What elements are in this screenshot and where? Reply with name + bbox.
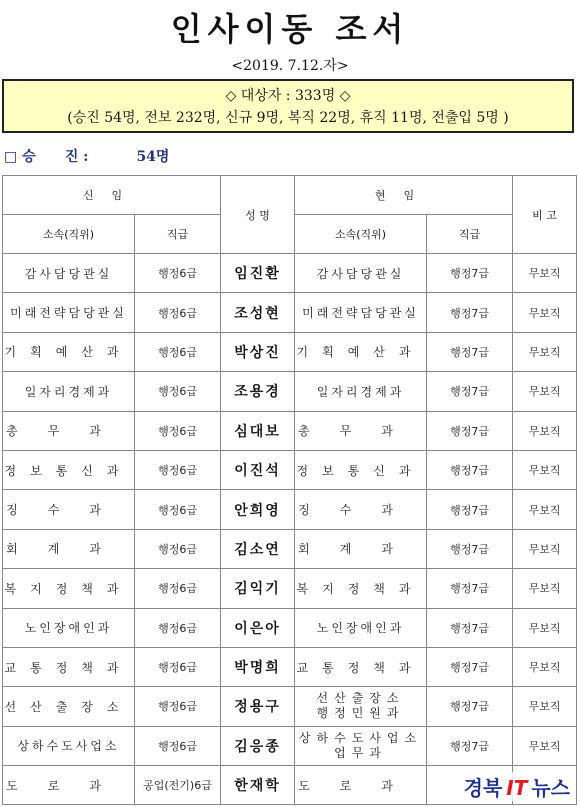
new-grade-cell: 행정6급 [135,608,221,647]
table-row [3,608,577,647]
name-cell: 심대보 [221,411,295,450]
new-grade-cell: 행정6급 [135,332,221,371]
current-dept-line-2: 행정민원과 [316,706,405,721]
note-cell: 무보직 [513,529,577,568]
note-cell: 무보직 [513,569,577,608]
current-dept-line-1: 상하수도사업소 [298,730,423,745]
new-dept-cell: 징수과 [3,490,135,529]
new-grade-cell: 행정6급 [135,569,221,608]
header-current-grade: 직급 [427,215,513,254]
new-dept-cell: 총무과 [3,411,135,450]
new-grade-cell: 행정6급 [135,450,221,489]
name-cell: 이진석 [221,450,295,489]
table-row [3,254,577,293]
current-grade-cell: 행정7급 [427,293,513,332]
new-dept-cell: 도로과 [3,766,135,805]
note-cell: 무보직 [513,372,577,411]
section-label: □ 승 진 : [4,149,89,165]
current-grade-cell: 행정7급 [427,726,513,765]
current-grade-cell: 행정7급 [427,411,513,450]
header-note: 비 고 [513,176,577,254]
current-dept-cell: 감사담당관실 [295,254,427,293]
summary-line-2: (승진 54명, 전보 232명, 신규 9명, 복직 22명, 휴직 11명, 전출입 5명 ) [67,110,509,126]
watermark-logo [460,772,574,801]
header-new-grade: 직급 [135,215,221,254]
note-cell: 무보직 [513,450,577,489]
table-row [3,569,577,608]
current-dept-cell [295,687,427,726]
table-row [3,293,577,332]
note-cell: 무보직 [513,726,577,765]
header-name: 성 명 [221,176,295,254]
note-cell: 무보직 [513,293,577,332]
header-new-dept: 소속(직위) [3,215,135,254]
new-dept-cell: 복지정책과 [3,569,135,608]
current-dept-line-2: 업무과 [334,745,387,760]
table-row [3,411,577,450]
new-dept-cell: 감사담당관실 [3,254,135,293]
table-row [3,726,577,765]
table-row [3,529,577,568]
summary-line-1: ◇ 대상자 : 333명 ◇ [225,88,351,104]
note-cell: 무보직 [513,490,577,529]
table-row [3,332,577,371]
current-grade-cell: 행정7급 [427,608,513,647]
new-grade-cell: 행정6급 [135,490,221,529]
new-dept-cell: 일자리경제과 [3,372,135,411]
current-grade-cell: 행정7급 [427,490,513,529]
section-heading [4,146,169,166]
new-grade-cell: 행정6급 [135,411,221,450]
section-count: 54명 [136,149,170,165]
name-cell: 김익기 [221,569,295,608]
current-grade-cell: 행정7급 [427,332,513,371]
watermark-mid: IT [506,776,528,800]
current-dept-cell: 기획예산과 [295,332,427,371]
new-grade-cell: 행정6급 [135,254,221,293]
note-cell: 무보직 [513,608,577,647]
current-dept-line-1: 선산출장소 [316,691,405,706]
current-dept-cell: 복지정책과 [295,569,427,608]
table-row [3,450,577,489]
promotion-table [2,175,577,805]
new-grade-cell: 행정6급 [135,647,221,686]
new-dept-cell: 기획예산과 [3,332,135,371]
new-dept-cell: 교통정책과 [3,647,135,686]
note-cell: 무보직 [513,332,577,371]
new-grade-cell: 행정6급 [135,687,221,726]
note-cell: 무보직 [513,647,577,686]
current-grade-cell: 행정7급 [427,450,513,489]
document-title: 인사이동 조서 [170,10,410,48]
table-row [3,687,577,726]
new-dept-cell: 노인장애인과 [3,608,135,647]
header-new: 신임 [3,176,221,215]
watermark-right: 뉴스 [531,776,570,800]
name-cell: 안희영 [221,490,295,529]
new-dept-cell: 상하수도사업소 [3,726,135,765]
current-dept-cell: 일자리경제과 [295,372,427,411]
new-dept-cell: 회계과 [3,529,135,568]
current-dept-cell: 미래전략담당관실 [295,293,427,332]
name-cell: 이은아 [221,608,295,647]
name-cell: 박명희 [221,647,295,686]
name-cell: 박상진 [221,332,295,371]
new-grade-cell: 행정6급 [135,529,221,568]
name-cell: 임진환 [221,254,295,293]
new-dept-cell: 정보통신과 [3,450,135,489]
current-grade-cell: 행정7급 [427,254,513,293]
current-dept-cell: 정보통신과 [295,450,427,489]
current-grade-cell: 행정7급 [427,372,513,411]
document-date: <2019. 7.12.자> [231,58,349,74]
current-dept-cell: 교통정책과 [295,647,427,686]
current-dept-cell: 징수과 [295,490,427,529]
table-row [3,647,577,686]
header-current: 현임 [295,176,513,215]
new-grade-cell: 행정6급 [135,372,221,411]
name-cell: 김응종 [221,726,295,765]
current-dept-cell: 회계과 [295,529,427,568]
new-dept-cell: 미래전략담당관실 [3,293,135,332]
current-grade-cell: 행정7급 [427,529,513,568]
note-cell: 무보직 [513,254,577,293]
name-cell: 한재학 [221,766,295,805]
new-grade-cell: 행정6급 [135,293,221,332]
name-cell: 정용구 [221,687,295,726]
name-cell: 김소연 [221,529,295,568]
header-current-dept: 소속(직위) [295,215,427,254]
current-grade-cell: 행정7급 [427,569,513,608]
current-dept-cell: 도로과 [295,766,427,805]
current-grade-cell: 행정7급 [427,647,513,686]
new-dept-cell: 선산출장소 [3,687,135,726]
current-dept-cell: 총무과 [295,411,427,450]
summary-box [2,79,574,133]
new-grade-cell: 행정6급 [135,726,221,765]
note-cell: 무보직 [513,687,577,726]
note-cell: 무보직 [513,411,577,450]
current-dept-cell [295,726,427,765]
name-cell: 조용경 [221,372,295,411]
new-grade-cell: 공업(전기)6급 [135,766,221,805]
name-cell: 조성현 [221,293,295,332]
table-row [3,490,577,529]
table-row [3,372,577,411]
current-dept-cell: 노인장애인과 [295,608,427,647]
watermark-left: 경북 [463,776,503,800]
current-grade-cell: 행정7급 [427,687,513,726]
